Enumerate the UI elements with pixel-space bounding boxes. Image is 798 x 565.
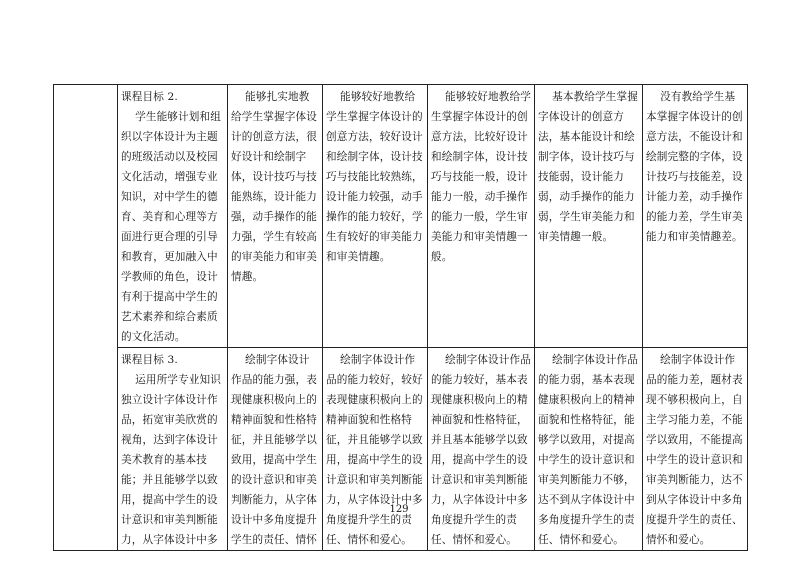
goal-description: 学生能够计划和组织以字体设计为主题的班级活动以及校园文化活动，增强专业知识，对中学生的德育、美育和心理等方面进行更合理的引导和教育，更加融入中学教师的角色，设计有利于提高中学生的艺术素养和综合素质的文化活动。 (121, 111, 222, 343)
level-good-cell (323, 85, 428, 348)
table-row (54, 85, 748, 348)
goal-title: 课程目标 2. (121, 91, 178, 103)
goal-cell (118, 85, 228, 348)
page-number: 129 (389, 504, 409, 515)
goal-title: 课程目标 3. (121, 354, 178, 366)
level-excellent-text: 绘制字体设计作品的能力强，表现健康积极向上的精神面貌和性格特征，并且能够学以致用，提高中学生的设计意识和审美判断能力，从字体设计中多角度提升学生的责任、情怀 (231, 354, 317, 546)
blank-first-column-cell (54, 85, 118, 551)
level-medium-cell (428, 85, 535, 348)
level-medium-cell (428, 348, 535, 551)
level-excellent-cell (228, 85, 323, 348)
goal-description: 运用所学专业知识独立设计字体设计作品，拓宽审美欣赏的视角，达到字体设计美术教育的基本技能；并且能够学以致用，提高中学生的设计意识和审美判断能力，从字体设计中多 (121, 374, 222, 546)
level-good-text: 能够较好地教给学生掌握字体设计的创意方法，较好设计和绘制字体，设计技巧与技能比较熟练，设计能力较强，动手操作的能力较好，学生有较好的审美能力和审美情趣。 (326, 91, 423, 263)
level-pass-text: 基本教给学生掌握字体设计的创意方法，基本能设计和绘制字体，设计技巧与技能弱，设计能力弱，动手操作的能力弱，学生审美能力和审美情趣一般。 (538, 91, 639, 243)
level-pass-text: 绘制字体设计作品的能力弱，基本表现健康积极向上的精神面貌和性格特征，能够学以致用，对提高中学生的设计意识和审美判断能力不够，达不到从字体设计中多角度提升学生的责任、情怀和爱心。 (538, 354, 639, 546)
level-good-cell (323, 348, 428, 551)
level-fail-text: 没有教给学生基本掌握字体设计的创意方法，不能设计和绘制完整的字体，设计技巧与技能差，设计能力差，动手操作的能力差，学生审美能力和审美情趣差。 (646, 91, 743, 243)
level-medium-text: 绘制字体设计作品的能力较好，基本表现健康积极向上的精神面貌和性格特征，并且基本能够学以致用，提高中学生的设计意识和审美判断能力，从字体设计中多角度提升学生的责任、情怀和爱心。 (431, 354, 532, 546)
assessment-rubric-table (53, 84, 748, 551)
level-pass-cell (535, 85, 643, 348)
level-excellent-text: 能够扎实地教给学生掌握字体设计的创意方法，很好设计和绘制字体，设计技巧与技能熟练，设计能力强，动手操作的能力强，学生有较高的审美能力和审美情趣。 (231, 91, 317, 283)
level-good-text: 绘制字体设计作品的能力较好，较好表现健康积极向上的精神面貌和性格特征，并且能够学以致用，提高中学生的设计意识和审美判断能力，从字体设计中多角度提升学生的责任、情怀和爱心。 (326, 354, 423, 546)
level-medium-text: 能够较好地教给学生掌握字体设计的创意方法，比较好设计和绘制字体，设计技巧与技能一般，设计能力一般，动手操作的能力一般，学生审美能力和审美情趣一般。 (431, 91, 532, 263)
goal-cell (118, 348, 228, 551)
level-fail-cell (643, 85, 748, 348)
level-pass-cell (535, 348, 643, 551)
level-excellent-cell (228, 348, 323, 551)
table-row (54, 348, 748, 551)
level-fail-cell (643, 348, 748, 551)
level-fail-text: 绘制字体设计作品的能力差，题材表现不够积极向上，自主学习能力差，不能学以致用，不能提高中学生的设计意识和审美判断能力，达不到从字体设计中多角度提升学生的责任、情怀和爱心。 (646, 354, 743, 546)
